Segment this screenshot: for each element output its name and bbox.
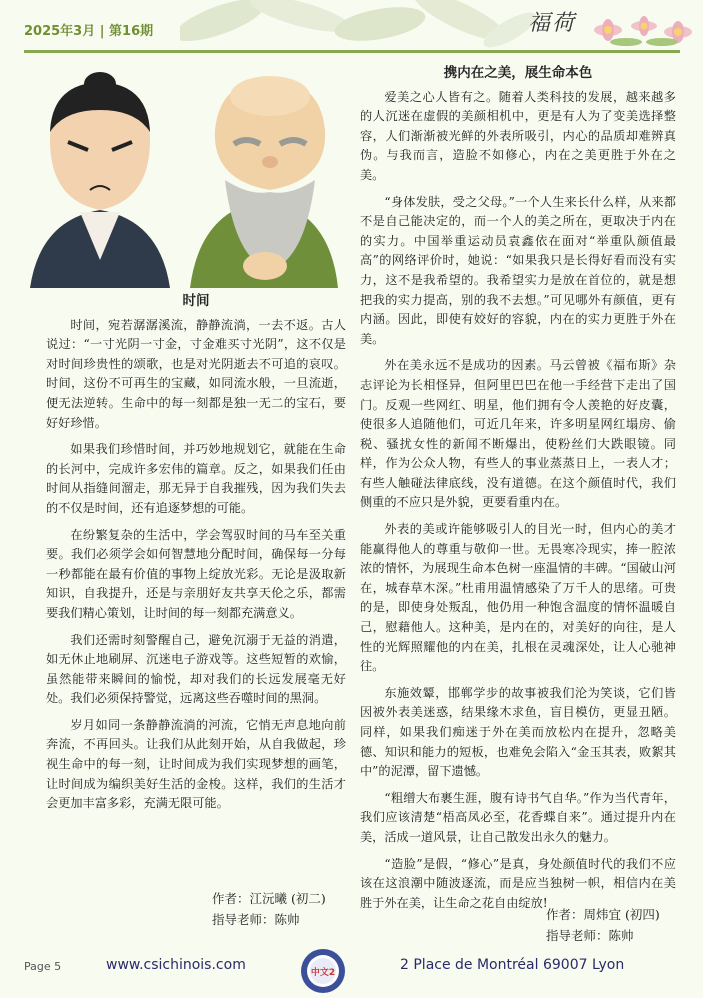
left-paragraph: 时间，宛若潺潺溪流，静静流淌，一去不返。古人说过：“一寸光阴一寸金，寸金难买寸光阴”，这不仅是对时间珍贵性的颂歌，也是对光阴逝去不可追的哀叹。时间，这份不可再生的宝藏，如同流水般，一旦流逝，便无法逆转。生命中的每一刻都是独一无二的宝石，要好好珍惜。 <box>46 317 346 430</box>
right-article-title: 携内在之美，展生命本色 <box>443 65 593 81</box>
website-link[interactable]: www.csichinois.com <box>106 957 246 973</box>
page-footer <box>0 948 703 998</box>
issue-label: 2025年3月 | 第16期 <box>24 24 154 39</box>
right-paragraph: 外表的美或许能够吸引人的目光一时，但内心的美才能赢得他人的尊重与敬仰一世。无畏寒冷现实，捧一腔浓浓的情怀，为展现生命本色树一座温情的丰碑。“国破山河在，城春草木深。”杜甫用温情感染了万千人的思绪。可贵的是，即使身处叛乱，他仍用一种饱含温度的情怀温暖自己，慰藉他人。这种美，是内在的，对美好的向往，是人性的光辉照耀他的内在美，扎根在灵魂深处，让人心驰神往。 <box>360 522 676 674</box>
left-paragraph: 如果我们珍惜时间，并巧妙地规划它，就能在生命的长河中，完成许多宏伟的篇章。反之，如果我们任由时间从指缝间溜走，那无异于自我摧残，因为我们失去的不仅是时间，还有追逐梦想的可能。 <box>46 442 346 515</box>
right-author: 作者：周炜宜 (初四) <box>546 907 660 922</box>
left-paragraph: 岁月如同一条静静流淌的河流，它悄无声息地向前奔流，不再回头。让我们从此刻开始，从自我做起，珍视生命中的每一刻，让时间成为我们实现梦想的画笔，让时间成为编织美好生活的金梭。这样，我们的生活才会更加丰富多彩，充满无限可能。 <box>46 717 346 811</box>
page-number: Page 5 <box>24 960 62 973</box>
right-paragraph: 东施效颦，邯郸学步的故事被我们沦为笑谈，它们皆因被外表美迷惑，结果缘木求鱼，盲目模仿，更显丑陋。同样，如果我们痴迷于外在美而放松内在提升，忽略美德、知识和能力的短板，也难免会陷入“金玉其表，败絮其中”的泥潭，留下遗憾。 <box>360 685 676 779</box>
left-advisor: 指导老师：陈帅 <box>212 912 300 927</box>
svg-text:中文2: 中文2 <box>310 968 336 978</box>
lotus-decoration-icon <box>586 8 698 48</box>
right-paragraph: “身体发肤，受之父母。”一个人生来长什么样，从来都不是自己能决定的，而一个人的美之所在，更取决于内在的实力。中国举重运动员袁鑫依在面对“举重队颜值最高”的网络评价时，她说：“如果我只是长得好看而没有实力，这不是我希望的。我希望实力是放在首位的，就是想把我的实力提高，别的我不去想。”可见哪外有颜值，更有内涵。因此，即使有姣好的容貌，内在的实力更胜于外在美。 <box>360 194 676 346</box>
right-paragraph: 外在美永远不是成功的因素。马云曾被《福布斯》杂志评论为长相怪异，但阿里巴巴在他一手经营下走出了国门。反观一些网红、明星，他们拥有令人羡艳的好皮囊，使很多人追随他们，可近几年来，许多明星网红塌房、偷税、骚扰女性的新闻不断爆出，使粉丝们大跌眼镜。同样，作为公众人物，有些人的事业蒸蒸日上，一表人才；有些人触碰法律底线，没有道德。在这个颜值时代，我们侧重的不应只是外貌，更要看重内在。 <box>360 358 676 510</box>
right-paragraph: 爱美之心人皆有之。随着人类科技的发展，越来越多的人沉迷在虚假的美颜相机中，更是有人为了变美选择整容，人们渐渐被光鲜的外表所吸引，内心的品质却难辨真伪。与我而言，造脸不如修心，内在之美更胜于外在之美。 <box>360 89 676 182</box>
page-header <box>0 0 703 58</box>
school-seal-icon <box>300 948 346 994</box>
left-credits <box>212 888 326 930</box>
newsletter-logo: 福荷 <box>528 11 577 36</box>
right-advisor: 指导老师：陈帅 <box>546 928 634 943</box>
right-credits <box>546 904 660 946</box>
left-article-title: 时间 <box>182 293 210 309</box>
left-author: 作者：江沅曦 (初二) <box>212 891 326 906</box>
header-divider <box>24 50 680 53</box>
right-article <box>360 64 676 920</box>
leaves-decoration <box>180 0 540 52</box>
right-paragraph: “造脸”是假，“修心”是真，身处颜值时代的我们不应该在这浪潮中随波逐流，而是应当独树一帜，相信内在美胜于外在美，让生命之花自由绽放! <box>360 856 676 910</box>
right-paragraph: “粗缯大布裹生涯，腹有诗书气自华。”作为当代青年，我们应该清楚“梧高凤必至，花香蝶自来”。通过提升内在美，活成一道风景，让自己散发出永久的魅力。 <box>360 790 676 844</box>
left-article <box>46 292 346 821</box>
school-address: 2 Place de Montréal 69007 Lyon <box>400 957 625 973</box>
left-paragraph: 在纷繁复杂的生活中，学会驾驭时间的马车至关重要。我们必须学会如何智慧地分配时间，确保每一分每一秒都能在最有价值的事物上绽放光彩。无论是汲取新知识，自我提升，还是与亲朋好友共享天伦之乐，都需要我们精心策划，让时间的每一刻都充满意义。 <box>46 527 346 620</box>
two-sages-illustration <box>20 70 338 288</box>
left-paragraph: 我们还需时刻警醒自己，避免沉溺于无益的消遣，如无休止地刷屏、沉迷电子游戏等。这些短暂的欢愉，虽然能带来瞬间的愉悦，却对我们的长远发展毫无好处。我们必须保持警觉，远离这些吞噬时间的黑洞。 <box>46 632 346 706</box>
